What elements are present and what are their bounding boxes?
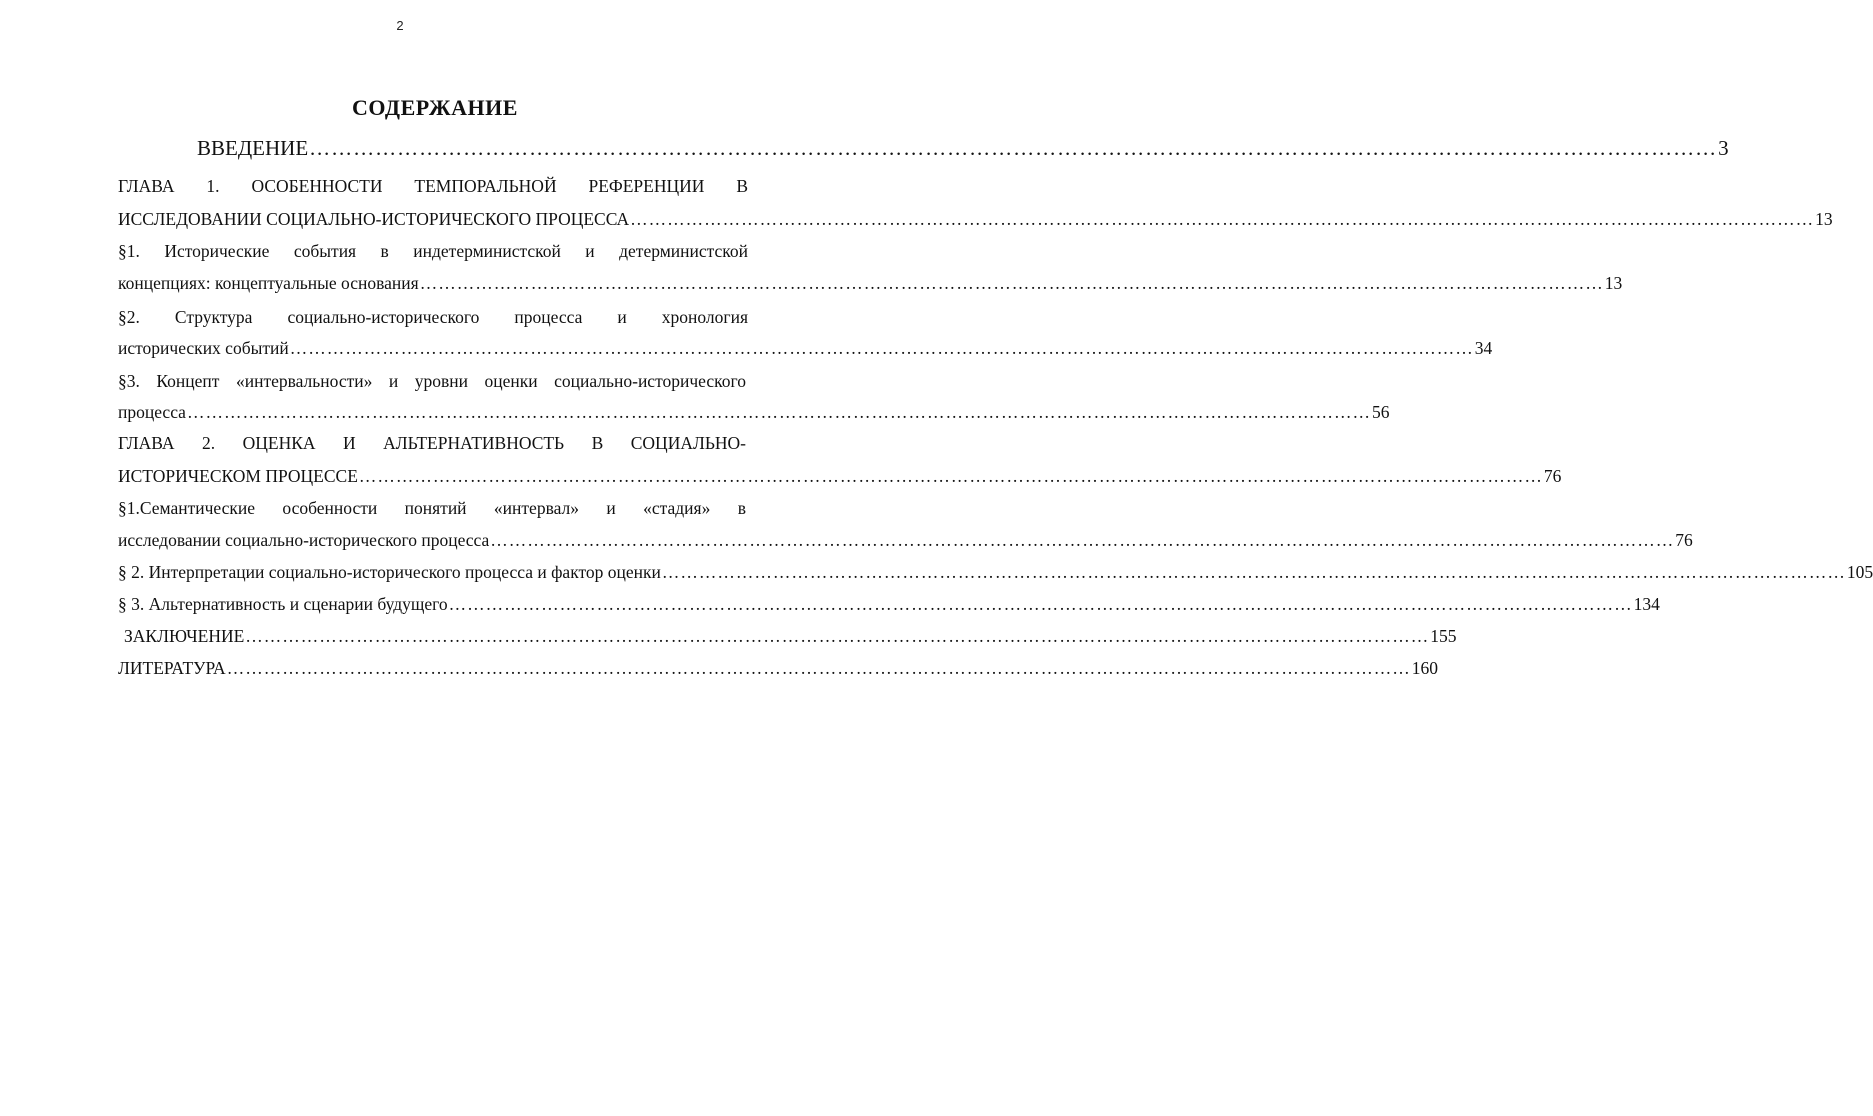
toc-entry-intro — [197, 136, 1729, 161]
toc-section-1-2-line-1: §2. Структура социально-исторического процесса и хронология — [118, 307, 748, 327]
toc-page-number: 76 — [1543, 466, 1562, 486]
toc-leader-dots: ………………………………………………………………………………………………………………………………………………………………………… — [186, 402, 1371, 422]
toc-page-number: 105 — [1846, 562, 1873, 582]
page-title: СОДЕРЖАНИЕ — [352, 95, 518, 120]
toc-section-2-2 — [118, 562, 1873, 583]
toc-entry-title: ИССЛЕДОВАНИИ СОЦИАЛЬНО-ИСТОРИЧЕСКОГО ПРОЦЕССА — [118, 209, 630, 229]
toc-page-number: 76 — [1675, 530, 1693, 550]
page-number: 2 — [396, 18, 404, 33]
toc-entry-title: ЛИТЕРАТУРА — [118, 658, 226, 678]
toc-leader-dots: ………………………………………………………………………………………………………………………………………………………………………… — [661, 562, 1846, 582]
toc-leader-dots: ………………………………………………………………………………………………………………………………………………………………………… — [419, 273, 1604, 293]
toc-chapter-2-line-2 — [118, 466, 1562, 487]
toc-entry-title: § 3. Альтернативность и сценарии будущего — [118, 594, 448, 614]
toc-section-2-3 — [118, 594, 1660, 615]
toc-page-number: 134 — [1633, 594, 1660, 614]
toc-leader-dots: ………………………………………………………………………………………………………………………………………………………………………… — [245, 626, 1430, 646]
toc-section-1-1-line-1: §1. Исторические события в индетерминистской и детерминистской — [118, 241, 748, 261]
toc-page-number: 56 — [1371, 402, 1390, 422]
toc-section-1-3-line-1: §3. Концепт «интервальности» и уровни оценки социально-исторического — [118, 371, 746, 391]
toc-page-number: 13 — [1815, 209, 1833, 229]
toc-page-number: 3 — [1718, 136, 1729, 160]
toc-entry-literature — [118, 658, 1438, 679]
toc-entry-conclusion — [124, 626, 1457, 647]
toc-entry-title: § 2. Интерпретации социально-исторического процесса и фактор оценки — [118, 562, 661, 582]
toc-page-number: 34 — [1474, 338, 1493, 358]
toc-chapter-1-line-1: ГЛАВА 1. ОСОБЕННОСТИ ТЕМПОРАЛЬНОЙ РЕФЕРЕНЦИИ В — [118, 176, 748, 196]
toc-leader-dots: ………………………………………………………………………………………………………………………………………………………………………… — [490, 530, 1675, 550]
toc-chapter-2-line-1: ГЛАВА 2. ОЦЕНКА И АЛЬТЕРНАТИВНОСТЬ В СОЦИАЛЬНО- — [118, 433, 746, 453]
toc-entry-title: исторических событий — [118, 338, 289, 358]
toc-entry-title: исследовании социально-исторического процесса — [118, 530, 490, 550]
toc-entry-title: процесса — [118, 402, 186, 422]
toc-section-2-1-line-1: §1.Семантические особенности понятий «интервал» и «стадия» в — [118, 498, 746, 518]
toc-entry-title: концепциях: концептуальные основания — [118, 273, 419, 293]
toc-leader-dots: ………………………………………………………………………………………………………………………………………………………………………… — [448, 594, 1633, 614]
toc-leader-dots: ………………………………………………………………………………………………………………………………………………………………………… — [630, 209, 1815, 229]
toc-section-1-1-line-2 — [118, 273, 1623, 294]
toc-entry-title: ЗАКЛЮЧЕНИЕ — [124, 626, 245, 646]
toc-entry-title: ВВЕДЕНИЕ — [197, 136, 309, 160]
toc-leader-dots: ………………………………………………………………………………………………………………………………………………………………………… — [289, 338, 1474, 358]
toc-page-number: 160 — [1411, 658, 1438, 678]
toc-leader-dots: ………………………………………………………………………………………………………………………………………………………………………… — [358, 466, 1543, 486]
toc-page-number: 13 — [1604, 273, 1623, 293]
toc-leader-dots: ………………………………………………………………………………………………………………………………………………………………………… — [309, 136, 1718, 160]
toc-leader-dots: ………………………………………………………………………………………………………………………………………………………………………… — [226, 658, 1411, 678]
toc-section-1-3-line-2 — [118, 402, 1390, 423]
toc-chapter-1-line-2 — [118, 209, 1833, 230]
toc-page-number: 155 — [1430, 626, 1457, 646]
toc-section-2-1-line-2 — [118, 530, 1693, 551]
toc-entry-title: ИСТОРИЧЕСКОМ ПРОЦЕССЕ — [118, 466, 358, 486]
toc-section-1-2-line-2 — [118, 338, 1493, 359]
